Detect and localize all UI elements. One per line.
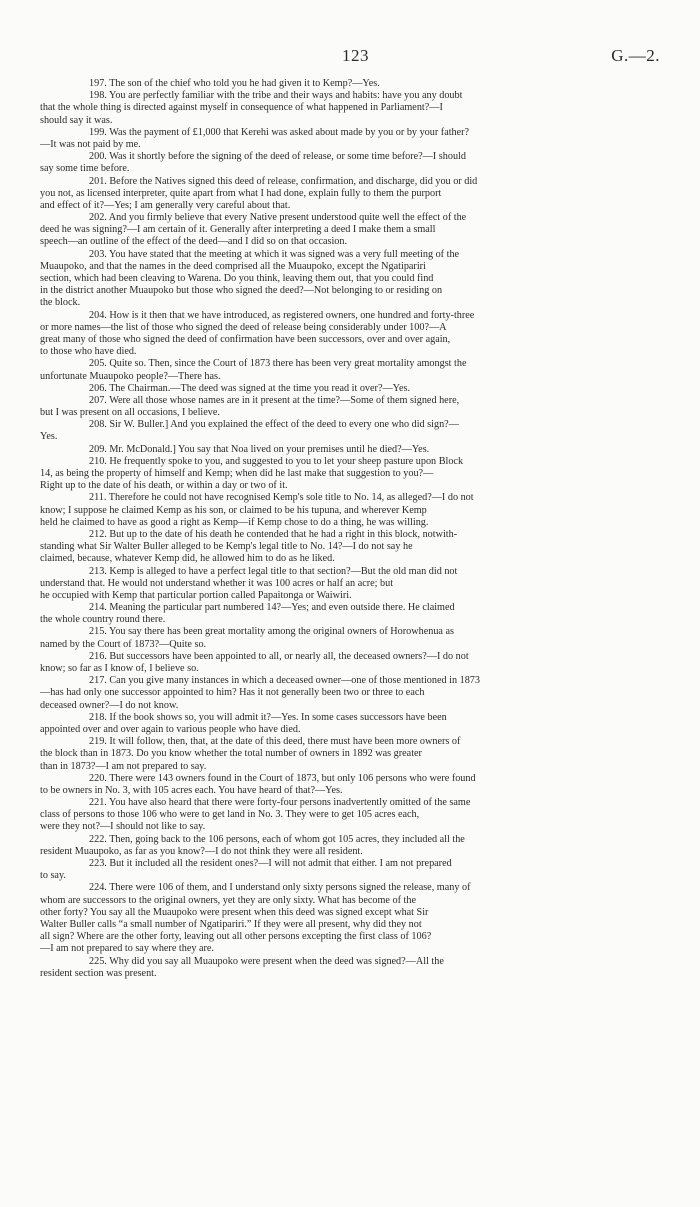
paragraph-208: 208. Sir W. Buller.] And you explained the effect of the deed to every one who did sign?— Yes. (40, 419, 459, 443)
paragraph-213: 213. Kemp is alleged to have a perfect legal title to that section?—But the old man did not understand that. He would not understand whether it was 100 acres or half an acre; but he occupied with Kemp that particular portion called Papaitonga or Waiwiri. (40, 565, 458, 601)
paragraph-198: 198. You are perfectly familiar with the tribe and their ways and habits: have you any doubt that the whole thing is directed against myself in consequence of what happened in Parliament?—I should say it was. (40, 90, 463, 126)
document-reference: G.—2. (611, 46, 660, 65)
paragraph-219: 219. It will follow, then, that, at the date of this deed, there must have been more owners of the block than in 1873. Do you know whether the total number of owners in 1892 was greater than in 1873?—I am not prepared to say. (40, 736, 461, 772)
paragraph-203: 203. You have stated that the meeting at which it was signed was a very full meeting of the Muaupoko, and that the names in the deed comprised all the Muaupoko, except the Ngatipariri section, which had been cleaving to Warena. Do you think, leaving them out, that you could find in the district another Muaupoko but those who signed the deed?—Not belonging to or residing on the block. (40, 248, 460, 309)
paragraph-224: 224. There were 106 of them, and I understand only sixty persons signed the release, many of whom are successors to the original owners, yet they are only sixty. What has become of the other forty? You say all the Muaupoko were present when this deed was signed except what Sir Walter Buller calls “a small number of Ngatipariri.” If they were all present, why did they not all sign? Where are the other forty, leaving out all other persons excepting the first class of 106? —I am not prepared to say where they are. (40, 882, 471, 955)
paragraph-220: 220. There were 143 owners found in the Court of 1873, but only 106 persons who were found to be owners in No. 3, with 105 acres each. You have heard of that?—Yes. (40, 772, 476, 796)
paragraph-197: 197. The son of the chief who told you he had given it to Kemp?—Yes. (89, 78, 380, 89)
paragraph-222: 222. Then, going back to the 106 persons, each of whom got 105 acres, they included all the resident Muaupoko, as far as you know?—I do not think they were all resident. (40, 833, 465, 857)
paragraph-214: 214. Meaning the particular part numbered 14?—Yes; and even outside there. He claimed the whole country round there. (40, 602, 455, 626)
paragraph-223: 223. But it included all the resident ones?—I will not admit that either. I am not prepared to say. (40, 858, 452, 882)
paragraph-225: 225. Why did you say all Muaupoko were present when the deed was signed?—All the resident section was present. (40, 955, 444, 979)
paragraph-216: 216. But successors have been appointed to all, or nearly all, the deceased owners?—I do not know; so far as I know of, I believe so. (40, 650, 469, 674)
paragraph-200: 200. Was it shortly before the signing of the deed of release, or some time before?—I should say some time before. (40, 151, 466, 175)
paragraph-207: 207. Were all those whose names are in it present at the time?—Some of them signed here, but I was present on all occasions, I believe. (40, 394, 460, 419)
paragraph-202: 202. And you firmly believe that every Native present understood quite well the effect of the deed he was signing?—I am certain of it. Generally after interpreting a deed I make them a small speech—an outline of the effect of the deed—and I did so on that occasion. (40, 212, 467, 248)
paragraph-204: 204. How is it then that we have introduced, as registered owners, one hundred and forty-three or more names—the list of those who signed the deed of release being considerably under 100?—A great many of those who signed the deed of confirmation have been successors, over and over again, to those who have died. (40, 309, 475, 358)
paragraph-218: 218. If the book shows so, you will admit it?—Yes. In some cases successors have been appointed over and over again to various people who have died. (40, 711, 447, 735)
paragraph-199: 199. Was the payment of £1,000 that Kerehi was asked about made by you or by your father? —It was not paid by me. (40, 126, 470, 150)
page-header (0, 46, 700, 68)
paragraph-217: 217. Can you give many instances in which a deceased owner—one of those mentioned in 1873 —has had only one successor appointed to him? Has it not generally been two or three to each deceased owner?—I do not know. (40, 675, 480, 711)
paragraph-205: 205. Quite so. Then, since the Court of 1873 there has been very great mortality amongst the unfortunate Muaupoko people?—There has. (40, 358, 467, 382)
paragraph-212: 212. But up to the date of his death he contended that he had a right in this block, notwith- standing what Sir Walter Buller alleged to be Kemp's legal title to No. 14?—I do not say he claimed, because, whatever Kemp did, he allowed him to do as he liked. (40, 528, 458, 565)
paragraph-210: 210. He frequently spoke to you, and suggested to you to let your sheep pasture upon Block 14, as being the property of himself and Kemp; when did he last make that suggestion to you?— Right up to the date of his death, or within a day or two of it. (40, 455, 464, 492)
paragraph-221: 221. You have also heard that there were forty-four persons inadvertently omitted of the same class of persons to those 106 who were to get land in No. 3. They were to get 105 acres each, were they not?—I should not like to say. (40, 797, 471, 833)
paragraph-209: 209. Mr. McDonald.] You say that Noa lived on your premises until he died?—Yes. (89, 443, 430, 455)
paragraph-201: 201. Before the Natives signed this deed of release, confirmation, and discharge, did you or did you not, as licensed interpreter, quite apart from what I had done, explain fully to them the purport and effect of it?—Yes; I am generally very careful about that. (40, 175, 478, 211)
paragraph-206: 206. The Chairman.—The deed was signed at the time you read it over?—Yes. (89, 382, 411, 394)
page-number: 123 (342, 46, 369, 65)
page-body (40, 78, 657, 980)
paragraph-215: 215. You say there has been great mortality among the original owners of Horowhenua as named by the Court of 1873?—Quite so. (40, 626, 454, 650)
paragraph-211: 211. Therefore he could not have recognised Kemp's sole title to No. 14, as alleged?—I do not know; I suppose he claimed Kemp as his son, or claimed to be his tupuna, and wherever Kemp held he claimed to have as good a right as Kemp—if Kemp chose to do a thing, he was willing. (40, 492, 474, 528)
